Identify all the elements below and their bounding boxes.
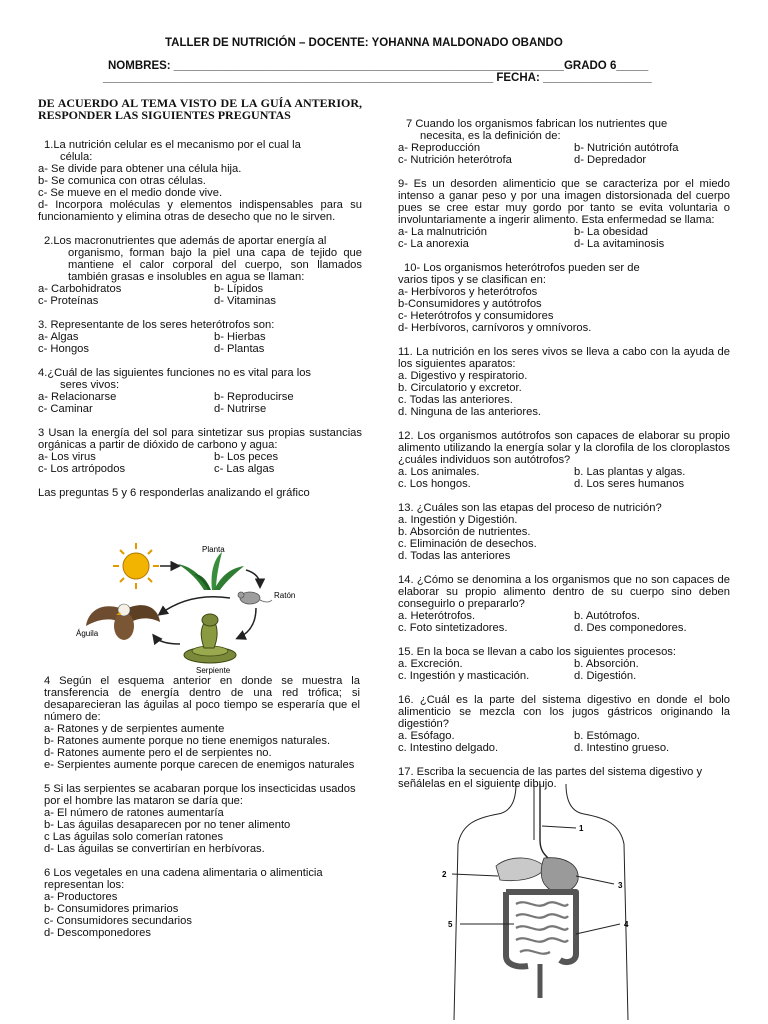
q9-stem: 9- Es un desorden alimenticio que se caracteriza por el miedo intenso a ganar peso y por una imagen distorsionada del cuerpo pues se cree estar muy gordo por tanto se evita voluntaria o involuntariamente a ingerir alimento. Esta enfermedad se llama: bbox=[398, 178, 730, 226]
question-5 bbox=[44, 783, 360, 855]
q11-option-a: a. Digestivo y respiratorio. bbox=[398, 370, 528, 382]
q14-option-c: c. Foto sintetizadores. bbox=[398, 622, 508, 634]
question-14 bbox=[398, 574, 730, 634]
question-3 bbox=[38, 319, 362, 355]
q13-stem: 13. ¿Cuáles son las etapas del proceso de nutrición? bbox=[398, 502, 662, 514]
q4-option-b: b- Reproducirse bbox=[214, 391, 294, 403]
leader-2 bbox=[452, 874, 498, 876]
question-11 bbox=[398, 346, 730, 418]
q3-stem: 3. Representante de los seres heterótrofos son: bbox=[38, 319, 275, 331]
q4b-option-a: a- Ratones y de serpientes aumente bbox=[44, 723, 225, 735]
q4-stem-2: seres vivos: bbox=[60, 379, 120, 391]
q6-option-a: a- Productores bbox=[44, 891, 118, 903]
q1-stem: 1.La nutrición celular es el mecanismo por el cual la bbox=[44, 139, 301, 151]
question-9 bbox=[398, 178, 730, 250]
question-13 bbox=[398, 502, 730, 562]
question-16 bbox=[398, 694, 730, 754]
q9-option-b: b- La obesidad bbox=[574, 226, 649, 238]
right-column bbox=[398, 118, 730, 802]
label-serpiente: Serpiente bbox=[196, 666, 231, 675]
q2-option-d: d- Vitaminas bbox=[214, 295, 276, 307]
q15-option-d: d. Digestión. bbox=[574, 670, 637, 682]
food-web-diagram bbox=[60, 540, 370, 678]
q7-option-b: b- Nutrición autótrofa bbox=[574, 142, 679, 154]
question-4b bbox=[44, 675, 360, 771]
q16-option-b: b. Estómago. bbox=[574, 730, 640, 742]
q5-option-d: d- Las águilas se convertirían en herbívoras. bbox=[44, 843, 265, 855]
question-1 bbox=[38, 139, 362, 223]
q12-option-c: c. Los hongos. bbox=[398, 478, 471, 490]
snake-icon bbox=[184, 614, 236, 663]
left-column bbox=[38, 97, 362, 499]
q12-option-a: a. Los animales. bbox=[398, 466, 480, 478]
fecha-line: _____________________________________________________________ FECHA: _________________ bbox=[103, 72, 652, 84]
q5-stem: 5 Si las serpientes se acabaran porque los insecticidas usados por el hombre las mataron se daría que: bbox=[44, 783, 356, 807]
q11-option-d: d. Ninguna de las anteriores. bbox=[398, 406, 542, 418]
arrow-plant-mouse bbox=[246, 570, 260, 586]
note-questions-5-6: Las preguntas 5 y 6 responderlas analizando el gráfico bbox=[38, 487, 310, 499]
q14-option-d: d. Des componedores. bbox=[574, 622, 687, 634]
q1-option-c: c- Se mueve en el medio donde vive. bbox=[38, 187, 223, 199]
q2-stem-2: organismo, forman bajo la piel una capa de tejido que mantiene el calor corporal del cuerpo, son llamados también grasas e insolubles en agua se llaman: bbox=[68, 247, 362, 283]
q14-option-b: b. Autótrofos. bbox=[574, 610, 640, 622]
q9-option-c: c- La anorexia bbox=[398, 238, 469, 250]
q10-stem-2: varios tipos y se clasifican en: bbox=[398, 274, 546, 286]
q3-option-b: b- Hierbas bbox=[214, 331, 266, 343]
leader-1 bbox=[542, 826, 576, 828]
q10-stem: 10- Los organismos heterótrofos pueden ser de bbox=[404, 262, 640, 274]
q10-option-c: c- Heterótrofos y consumidores bbox=[398, 310, 554, 322]
q1-option-a: a- Se divide para obtener una célula hija. bbox=[38, 163, 242, 175]
leader-3 bbox=[576, 876, 614, 884]
q3-option-c: c- Hongos bbox=[38, 343, 89, 355]
q6-stem: 6 Los vegetales en una cadena alimentaria o alimenticia representan los: bbox=[44, 867, 323, 891]
label-raton: Ratón bbox=[274, 591, 296, 600]
q16-stem: 16. ¿Cuál es la parte del sistema digestivo en donde el bolo alimenticio se mezcla con los jugos gástricos originando la digestión? bbox=[398, 694, 730, 730]
question-3b bbox=[38, 427, 362, 475]
q1-option-b: b- Se comunica con otras células. bbox=[38, 175, 206, 187]
q1-stem-2: célula: bbox=[60, 151, 93, 163]
q7-option-d: d- Depredador bbox=[574, 154, 647, 166]
q4-option-c: c- Caminar bbox=[38, 403, 93, 415]
arrow-mouse-eagle bbox=[160, 597, 230, 614]
q3b-stem: 3 Usan la energía del sol para sintetizar sus propias sustancias orgánicas a partir de dióxido de carbono y agua: bbox=[38, 427, 362, 451]
question-2 bbox=[38, 235, 362, 307]
q4-option-a: a- Relacionarse bbox=[38, 391, 117, 403]
q6-option-c: c- Consumidores secundarios bbox=[44, 915, 192, 927]
intro-instructions: DE ACUERDO AL TEMA VISTO DE LA GUÍA ANTERIOR, RESPONDER LAS SIGUIENTES PREGUNTAS bbox=[38, 96, 362, 122]
q15-option-a: a. Excreción. bbox=[398, 658, 463, 670]
q4b-option-e: e- Serpientes aumente porque carecen de enemigos naturales bbox=[44, 759, 355, 771]
q12-stem: 12. Los organismos autótrofos son capaces de elaborar su propio alimento utilizando la energía solar y la clorofila de los cloroplastos ¿cuáles individuos son autótrofos? bbox=[398, 430, 730, 466]
q4-stem: 4.¿Cuál de las siguientes funciones no es vital para los bbox=[38, 367, 312, 379]
q7-option-c: c- Nutrición heterótrofa bbox=[398, 154, 512, 166]
small-intestine bbox=[516, 902, 568, 953]
question-7 bbox=[398, 118, 730, 166]
q4b-option-d: d- Ratones aumente pero el de serpientes no. bbox=[44, 747, 272, 759]
q11-stem: 11. La nutrición en los seres vivos se lleva a cabo con la ayuda de los siguientes aparatos: bbox=[398, 346, 730, 370]
question-12 bbox=[398, 430, 730, 490]
q3-option-a: a- Algas bbox=[38, 331, 79, 343]
q2-option-b: b- Lípidos bbox=[214, 283, 264, 295]
q2-stem: 2.Los macronutrientes que además de aportar energía al bbox=[44, 235, 327, 247]
digestive-system-drawing bbox=[436, 784, 648, 1020]
q11-option-b: b. Circulatorio y excretor. bbox=[398, 382, 522, 394]
leader-4 bbox=[576, 924, 620, 934]
label-planta: Planta bbox=[202, 545, 225, 554]
q3b-option-c: c- Los artrópodos bbox=[38, 463, 126, 475]
q2-option-a: a- Carbohidratos bbox=[38, 283, 122, 295]
question-6 bbox=[44, 867, 360, 939]
q15-option-b: b. Absorción. bbox=[574, 658, 639, 670]
question-15 bbox=[398, 646, 730, 682]
arrow-mouse-snake bbox=[238, 608, 256, 638]
liver bbox=[496, 858, 546, 881]
question-10 bbox=[398, 262, 730, 334]
q12-option-b: b. Las plantas y algas. bbox=[574, 466, 686, 478]
q12-option-d: d. Los seres humanos bbox=[574, 478, 685, 490]
label-3: 3 bbox=[618, 881, 623, 890]
page-title: TALLER DE NUTRICIÓN – DOCENTE: YOHANNA MALDONADO OBANDO bbox=[165, 37, 563, 49]
q6-option-b: b- Consumidores primarios bbox=[44, 903, 179, 915]
q1-option-d: d- Incorpora moléculas y elementos indispensables para su funcionamiento y elimina otras de desecho que no le sirven. bbox=[38, 199, 362, 223]
q13-option-a: a. Ingestión y Digestión. bbox=[398, 514, 518, 526]
q15-option-c: c. Ingestión y masticación. bbox=[398, 670, 530, 682]
q3b-option-b: b- Los peces bbox=[214, 451, 279, 463]
q6-option-d: d- Descomponedores bbox=[44, 927, 151, 939]
q16-option-a: a. Esófago. bbox=[398, 730, 455, 742]
left-column-lower bbox=[44, 675, 360, 951]
q4b-option-b: b- Ratones aumente porque no tiene enemigos naturales. bbox=[44, 735, 331, 747]
nombres-line: NOMBRES: _____________________________________________________________GRADO 6_____ bbox=[108, 60, 649, 72]
q9-option-a: a- La malnutrición bbox=[398, 226, 487, 238]
plant-icon bbox=[178, 552, 244, 590]
q14-option-a: a. Heterótrofos. bbox=[398, 610, 476, 622]
q10-option-d: d- Herbívoros, carnívoros y omnívoros. bbox=[398, 322, 592, 334]
q4b-stem: 4 Según el esquema anterior en donde se muestra la transferencia de energía dentro de una red trófica; si desaparecieran las águilas al poco tiempo se esperaría que el número de: bbox=[44, 675, 360, 723]
q9-option-d: d- La avitaminosis bbox=[574, 238, 665, 250]
q17-stem: 17. Escriba la secuencia de las partes del sistema digestivo y señálelas en el siguiente dibujo. bbox=[398, 766, 703, 790]
q13-option-b: b. Absorción de nutrientes. bbox=[398, 526, 531, 538]
q5-option-b: b- Las águilas desaparecen por no tener alimento bbox=[44, 819, 291, 831]
label-1: 1 bbox=[579, 824, 584, 833]
label-aguila: Águila bbox=[76, 629, 99, 638]
q3b-option-d: c- Las algas bbox=[214, 463, 275, 475]
q16-option-c: c. Intestino delgado. bbox=[398, 742, 499, 754]
sun-icon bbox=[113, 543, 159, 589]
q5-option-a: a- El número de ratones aumentaría bbox=[44, 807, 224, 819]
question-4 bbox=[38, 367, 362, 415]
q15-stem: 15. En la boca se llevan a cabo los siguientes procesos: bbox=[398, 646, 676, 658]
q3-option-d: d- Plantas bbox=[214, 343, 265, 355]
q10-option-b: b-Consumidores y autótrofos bbox=[398, 298, 542, 310]
q11-option-c: c. Todas las anteriores. bbox=[398, 394, 513, 406]
q16-option-d: d. Intestino grueso. bbox=[574, 742, 670, 754]
esophagus bbox=[540, 784, 548, 858]
q5-option-c: c Las águilas solo comerían ratones bbox=[44, 831, 224, 843]
q7-option-a: a- Reproducción bbox=[398, 142, 481, 154]
q13-option-c: c. Eliminación de desechos. bbox=[398, 538, 537, 550]
q7-stem-2: necesita, es la definición de: bbox=[420, 130, 561, 142]
label-2: 2 bbox=[442, 870, 447, 879]
q2-option-c: c- Proteínas bbox=[38, 295, 99, 307]
q4-option-d: d- Nutrirse bbox=[214, 403, 267, 415]
q3b-option-a: a- Los virus bbox=[38, 451, 96, 463]
q7-stem: 7 Cuando los organismos fabrican los nutrientes que bbox=[406, 118, 668, 130]
label-4: 4 bbox=[624, 920, 629, 929]
q13-option-d: d. Todas las anteriores bbox=[398, 550, 511, 562]
q14-stem: 14. ¿Cómo se denomina a los organismos que no son capaces de elaborar su propio alimento dentro de su cuerpo sino deben conseguirlo o prepararlo? bbox=[398, 574, 730, 610]
label-5: 5 bbox=[448, 920, 453, 929]
stomach bbox=[541, 858, 578, 893]
arrow-snake-eagle bbox=[154, 636, 180, 644]
mouse-icon bbox=[238, 592, 272, 604]
q10-option-a: a- Herbívoros y heterótrofos bbox=[398, 286, 538, 298]
